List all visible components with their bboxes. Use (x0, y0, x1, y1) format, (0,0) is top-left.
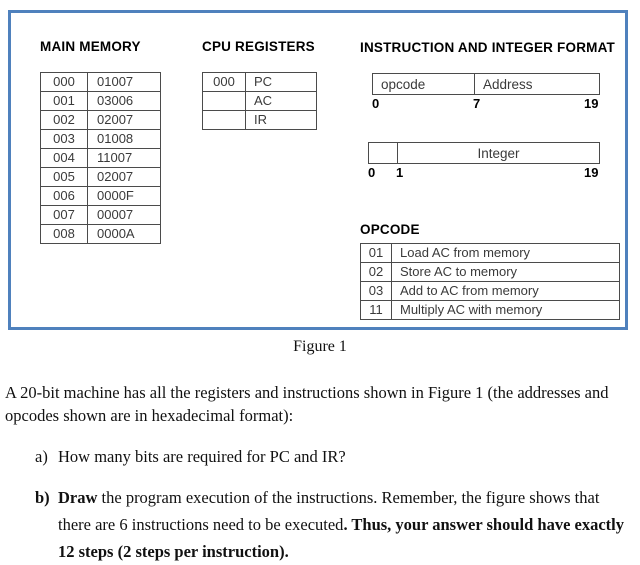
opcode-value-cell: 01 (361, 244, 392, 263)
opcode-value-cell: 11 (361, 301, 392, 320)
opcode-description-cell: Store AC to memory (392, 263, 620, 282)
figure-caption: Figure 1 (293, 338, 347, 355)
item-b-text (58, 484, 636, 565)
main-memory-table (40, 72, 161, 244)
memory-value-cell: 11007 (88, 149, 161, 168)
integer-format-diagram (368, 142, 600, 164)
memory-value-cell: 01008 (88, 130, 161, 149)
formats-title: INSTRUCTION AND INTEGER FORMAT (360, 40, 615, 55)
table-row (41, 92, 161, 111)
item-b-bold-tail: . Thus, your answer should have exactly 12 steps (2 steps per instruction). (58, 515, 624, 561)
memory-value-cell: 0000F (88, 187, 161, 206)
table-row (41, 73, 161, 92)
table-row (41, 130, 161, 149)
memory-value-cell: 01007 (88, 73, 161, 92)
memory-address-cell: 002 (41, 111, 88, 130)
table-row (203, 92, 317, 111)
memory-address-cell: 006 (41, 187, 88, 206)
integer-bit-0: 0 (368, 165, 376, 180)
opcode-description-cell: Multiply AC with memory (392, 301, 620, 320)
table-row (361, 244, 620, 263)
figure-box (8, 10, 628, 330)
memory-value-cell: 02007 (88, 111, 161, 130)
table-row (41, 225, 161, 244)
table-row (41, 187, 161, 206)
memory-address-cell: 007 (41, 206, 88, 225)
memory-address-cell: 004 (41, 149, 88, 168)
table-row (41, 149, 161, 168)
integer-bit-1: 1 (396, 165, 404, 180)
item-b-bold-lead: Draw (58, 488, 98, 507)
main-memory-title: MAIN MEMORY (40, 39, 141, 54)
memory-value-cell: 02007 (88, 168, 161, 187)
opcode-description-cell: Add to AC from memory (392, 282, 620, 301)
cpu-registers-table (202, 72, 317, 130)
instruction-bit-7: 7 (473, 96, 481, 111)
memory-address-cell: 001 (41, 92, 88, 111)
register-name-cell: IR (246, 111, 317, 130)
table-row (41, 206, 161, 225)
address-field: Address (483, 76, 533, 92)
item-a-text: How many bits are required for PC and IR? (58, 447, 346, 466)
table-row (41, 168, 161, 187)
memory-value-cell: 00007 (88, 206, 161, 225)
opcode-value-cell: 02 (361, 263, 392, 282)
register-value-cell (203, 111, 246, 130)
opcode-field: opcode (373, 74, 475, 94)
item-b-label: b) (35, 488, 50, 507)
register-value-cell: 000 (203, 73, 246, 92)
opcode-title: OPCODE (360, 222, 420, 237)
instruction-bit-0: 0 (372, 96, 380, 111)
integer-bit-19: 19 (584, 165, 599, 180)
memory-address-cell: 005 (41, 168, 88, 187)
table-row (361, 301, 620, 320)
instruction-format-diagram (372, 73, 600, 95)
question-item-b (35, 484, 636, 565)
table-row (203, 111, 317, 130)
table-row (203, 73, 317, 92)
opcode-description-cell: Load AC from memory (392, 244, 620, 263)
table-row (361, 282, 620, 301)
question-item-a (35, 447, 636, 467)
integer-field: Integer (477, 145, 520, 161)
question-intro: A 20-bit machine has all the registers and instructions shown in Figure 1 (the addresses and opcodes shown are in hexadecimal format): (5, 383, 609, 425)
opcode-value-cell: 03 (361, 282, 392, 301)
memory-address-cell: 000 (41, 73, 88, 92)
memory-address-cell: 008 (41, 225, 88, 244)
register-value-cell (203, 92, 246, 111)
opcode-table (360, 243, 620, 320)
integer-sign-cell (369, 143, 398, 163)
table-row (41, 111, 161, 130)
memory-value-cell: 03006 (88, 92, 161, 111)
register-name-cell: PC (246, 73, 317, 92)
table-row (361, 263, 620, 282)
item-b-middle: the program execution of the instructions. Remember, the figure shows that there are 6 instructions need to be executed (58, 488, 600, 534)
memory-value-cell: 0000A (88, 225, 161, 244)
cpu-registers-title: CPU REGISTERS (202, 39, 315, 54)
instruction-bit-19: 19 (584, 96, 599, 111)
item-a-label: a) (35, 447, 48, 466)
register-name-cell: AC (246, 92, 317, 111)
memory-address-cell: 003 (41, 130, 88, 149)
